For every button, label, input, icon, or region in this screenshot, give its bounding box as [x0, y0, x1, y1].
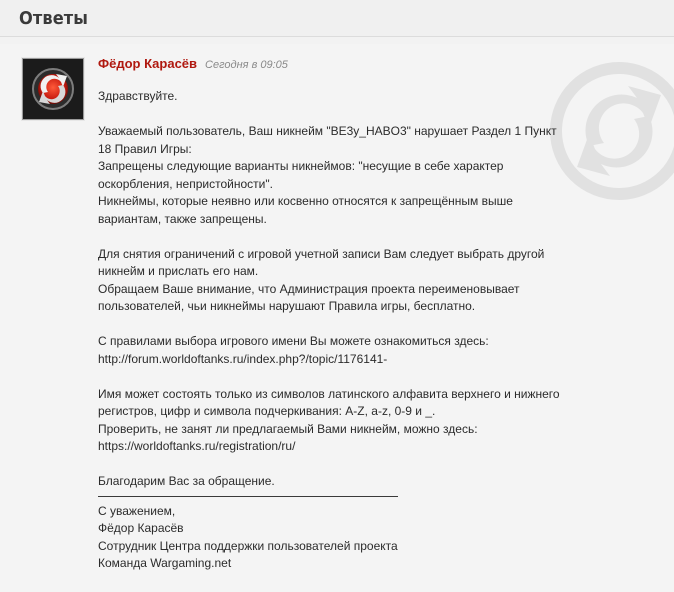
post-date: Сегодня в 09:05: [205, 59, 288, 71]
reply-post: [0, 44, 674, 592]
blank-line: [98, 228, 658, 246]
message-line: Никнеймы, которые неявно или косвенно относятся к запрещённым выше: [98, 194, 513, 208]
signature-line: Команда Wargaming.net: [98, 556, 232, 570]
post-meta: [98, 56, 658, 76]
section-title: Ответы: [19, 7, 89, 29]
message-line: вариантам, также запрещены.: [98, 211, 267, 226]
message-line: Имя может состоять только из символов латинского алфавита верхнего и нижнего: [98, 386, 560, 401]
message-link[interactable]: http://forum.worldoftanks.ru/index.php?/topic/1176141-: [98, 351, 388, 366]
message-line: Уважаемый пользователь, Ваш никнейм "BE3y_HABO3" нарушает Раздел 1 Пункт: [98, 124, 557, 138]
message-line: Запрещены следующие варианты никнеймов: "несущие в себе характер: [98, 159, 504, 173]
message-line: никнейм и прислать его нам.: [98, 264, 259, 278]
signature-line: Фёдор Карасёв: [98, 521, 184, 535]
avatar[interactable]: [22, 58, 84, 120]
signature-line: С уважением,: [98, 503, 176, 518]
blank-line: [98, 456, 658, 474]
message-link[interactable]: https://worldoftanks.ru/registration/ru/: [98, 439, 296, 453]
signature-divider: [98, 496, 398, 497]
message-line: 18 Правил Игры:: [98, 141, 192, 156]
blank-line: [98, 368, 658, 386]
blank-line: [98, 316, 658, 334]
message-line: Благодарим Вас за обращение.: [98, 474, 275, 488]
section-header: [0, 0, 674, 37]
message-line: С правилами выбора игрового имени Вы можете ознакомиться здесь:: [98, 334, 489, 348]
author-name-link[interactable]: Фёдор Карасёв: [98, 56, 198, 71]
post-content: [98, 56, 658, 573]
message-line: Здравствуйте.: [98, 89, 178, 103]
message-line: пользователей, чьи никнеймы нарушают Правила игры, бесплатно.: [98, 299, 476, 313]
blank-line: [98, 106, 658, 124]
message-line: Проверить, не занят ли предлагаемый Вами никнейм, можно здесь:: [98, 421, 478, 436]
message-body: [98, 88, 658, 573]
message-line: оскорбления, непристойности".: [98, 176, 273, 191]
message-line: Обращаем Ваше внимание, что Администрация проекта переименовывает: [98, 281, 520, 296]
message-line: регистров, цифр и символа подчеркивания: A-Z, a-z, 0-9 и _.: [98, 404, 436, 418]
message-line: Для снятия ограничений с игровой учетной записи Вам следует выбрать другой: [98, 246, 545, 261]
signature-line: Сотрудник Центра поддержки пользователей проекта: [98, 538, 398, 553]
world-of-tanks-logo-icon: [27, 63, 79, 115]
